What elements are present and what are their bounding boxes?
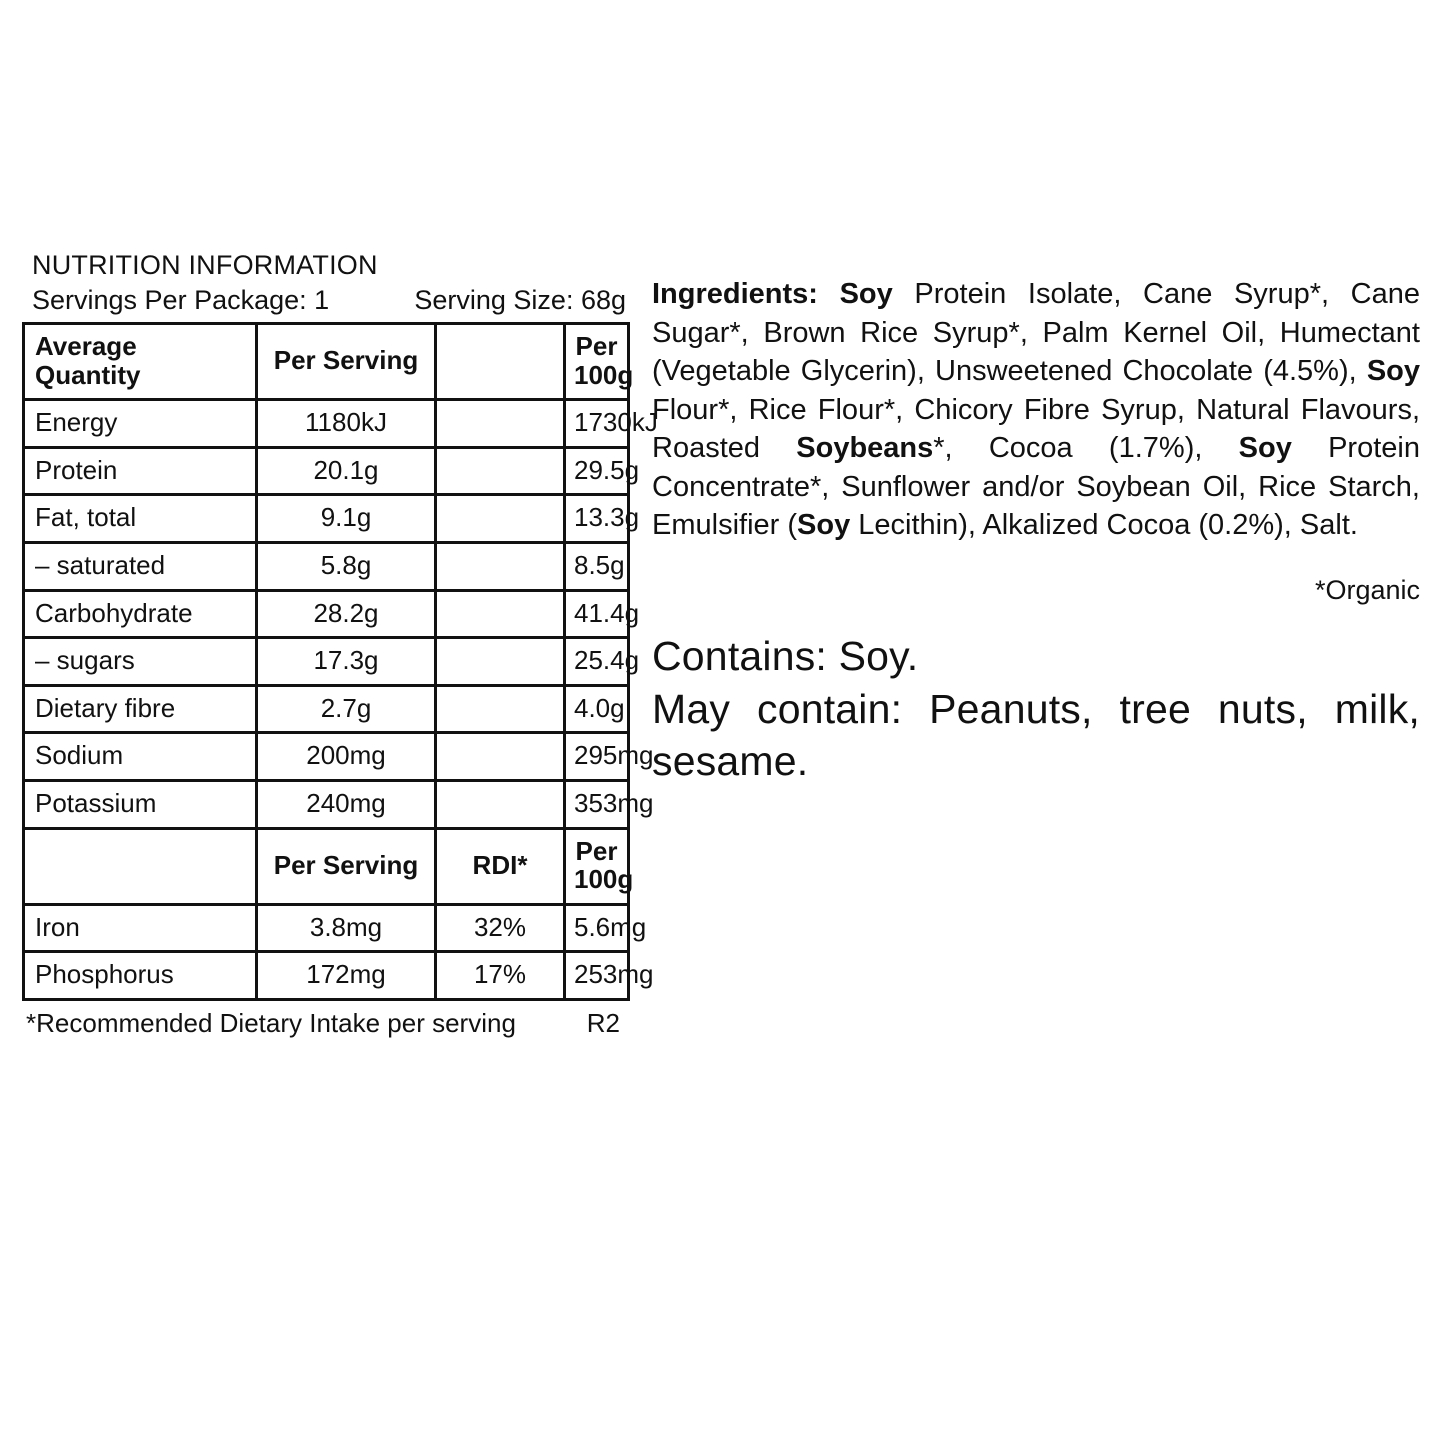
nutrition-panel-title: NUTRITION INFORMATION xyxy=(32,250,378,280)
table-row xyxy=(25,447,627,495)
row-label: Phosphorus xyxy=(25,952,257,1000)
nutrition-table-wrapper xyxy=(22,322,658,1001)
row-rdi xyxy=(436,685,565,733)
row-per-serving: 28.2g xyxy=(257,590,436,638)
subheader-per-100g: Per 100g xyxy=(565,828,628,904)
row-rdi xyxy=(436,638,565,686)
row-per-100g: 13.3g xyxy=(565,495,628,543)
table-row xyxy=(25,543,627,591)
serving-size: Serving Size: 68g xyxy=(414,285,626,316)
row-label: Protein xyxy=(25,447,257,495)
table-row xyxy=(25,952,627,1000)
row-per-serving: 3.8mg xyxy=(257,904,436,952)
row-per-100g: 4.0g xyxy=(565,685,628,733)
row-per-100g: 41.4g xyxy=(565,590,628,638)
row-per-100g: 8.5g xyxy=(565,543,628,591)
row-rdi: 32% xyxy=(436,904,565,952)
row-label: Fat, total xyxy=(25,495,257,543)
row-per-serving: 240mg xyxy=(257,781,436,829)
table-subheader-row xyxy=(25,828,627,904)
nutrition-information-panel xyxy=(22,248,658,1039)
row-per-serving: 2.7g xyxy=(257,685,436,733)
row-rdi xyxy=(436,543,565,591)
table-row xyxy=(25,685,627,733)
table-row xyxy=(25,400,627,448)
row-per-100g: 1730kJ xyxy=(565,400,628,448)
servings-row xyxy=(22,285,630,322)
row-label: – sugars xyxy=(25,638,257,686)
row-label: Sodium xyxy=(25,733,257,781)
row-per-serving: 5.8g xyxy=(257,543,436,591)
row-per-100g: 295mg xyxy=(565,733,628,781)
row-label: Dietary fibre xyxy=(25,685,257,733)
row-label: Energy xyxy=(25,400,257,448)
row-rdi xyxy=(436,781,565,829)
row-per-100g: 5.6mg xyxy=(565,904,628,952)
row-rdi xyxy=(436,400,565,448)
row-label: Potassium xyxy=(25,781,257,829)
row-label: Iron xyxy=(25,904,257,952)
table-row xyxy=(25,781,627,829)
contains-statement: Contains: Soy. xyxy=(652,633,919,680)
row-label: Carbohydrate xyxy=(25,590,257,638)
organic-footnote: *Organic xyxy=(1314,574,1420,605)
row-per-serving: 1180kJ xyxy=(257,400,436,448)
row-per-100g: 29.5g xyxy=(565,447,628,495)
table-row xyxy=(25,904,627,952)
header-blank xyxy=(436,324,565,400)
table-row xyxy=(25,590,627,638)
row-rdi xyxy=(436,495,565,543)
may-contain-statement: May contain: Peanuts, tree nuts, milk, sesame. xyxy=(652,685,1420,785)
row-rdi xyxy=(436,590,565,638)
row-rdi: 17% xyxy=(436,952,565,1000)
table-row xyxy=(25,733,627,781)
subheader-per-serving: Per Serving xyxy=(257,828,436,904)
rdi-footnote: *Recommended Dietary Intake per serving xyxy=(26,1008,516,1038)
header-average-quantity: Average Quantity xyxy=(25,324,257,400)
revision-code: R2 xyxy=(586,1008,620,1038)
row-per-100g: 353mg xyxy=(565,781,628,829)
nutrition-footnote-row xyxy=(22,1001,630,1039)
allergen-block xyxy=(652,630,1420,787)
row-per-serving: 17.3g xyxy=(257,638,436,686)
row-per-100g: 253mg xyxy=(565,952,628,1000)
nutrition-table xyxy=(25,322,658,1001)
ingredients-panel xyxy=(652,246,1420,788)
row-per-100g: 25.4g xyxy=(565,638,628,686)
header-per-100g: Per 100g xyxy=(565,324,628,400)
row-per-serving: 9.1g xyxy=(257,495,436,543)
subheader-rdi: RDI* xyxy=(436,828,565,904)
row-per-serving: 200mg xyxy=(257,733,436,781)
table-header-row xyxy=(25,324,627,400)
row-per-serving: 172mg xyxy=(257,952,436,1000)
subheader-blank xyxy=(25,828,257,904)
row-rdi xyxy=(436,733,565,781)
row-rdi xyxy=(436,447,565,495)
row-per-serving: 20.1g xyxy=(257,447,436,495)
header-per-serving: Per Serving xyxy=(257,324,436,400)
row-label: – saturated xyxy=(25,543,257,591)
table-row xyxy=(25,638,627,686)
table-row xyxy=(25,495,627,543)
servings-per-package: Servings Per Package: 1 xyxy=(32,285,330,316)
ingredients-statement: Ingredients: Soy Protein Isolate, Cane Syrup*, Cane Sugar*, Brown Rice Syrup*, Palm Kernel Oil, Humectant (Vegetable Glycerin), Unsweetened Chocolate (4.5%), Soy Flour*, Rice Flour*, Chicory Fibre Syrup, Natural Flavours, Roasted Soybeans*, Cocoa (1.7%), Soy Protein Concentrate*, Sunflower and/or Soybean Oil, Rice Starch, Emulsifier (Soy Lecithin), Alkalized Cocoa (0.2%), Salt. xyxy=(652,278,1420,542)
